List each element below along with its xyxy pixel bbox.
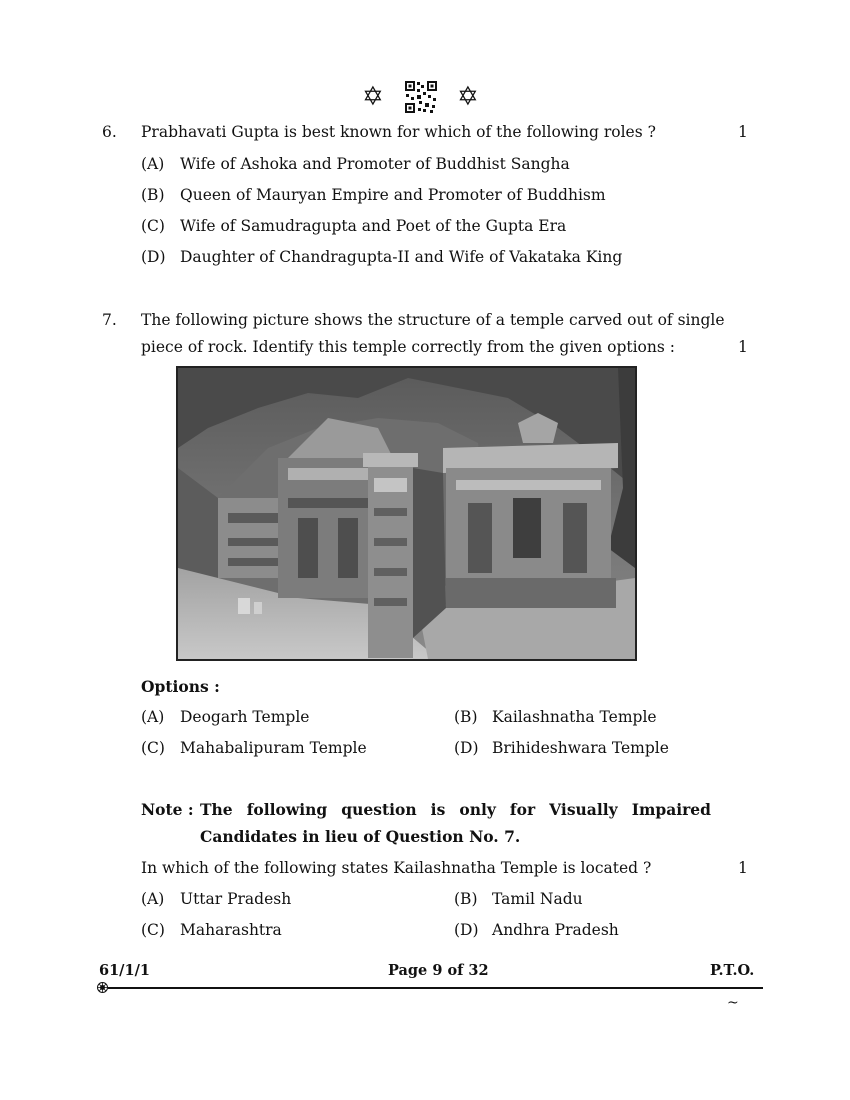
question-text: Prabhavati Gupta is best known for which of the following roles ? [141,123,656,141]
ornament-icon [97,982,108,993]
option-text: Tamil Nadu [492,890,583,908]
question-number: 6. [102,123,117,141]
footer-rule [108,987,763,989]
options-heading: Options : [141,677,220,696]
question-marks: 1 [738,338,748,356]
temple-image [178,368,635,659]
temple-photograph [176,366,637,661]
question-number: 7. [102,311,117,329]
note-text-line-2: Candidates in lieu of Question No. 7. [200,827,521,846]
note-label: Note : [141,800,194,819]
option-label: (C) [141,739,165,757]
paper-code: 61/1/1 [99,962,150,979]
tilde-mark: ~ [727,995,739,1011]
option-text: Maharashtra [180,921,282,939]
question-text-line-1: The following picture shows the structure of a temple carved out of single [141,311,725,329]
option-label: (B) [141,186,165,204]
option-label: (B) [454,890,478,908]
option-text: Kailashnatha Temple [492,708,657,726]
option-text: Queen of Mauryan Empire and Promoter of Buddhism [180,186,606,204]
option-label: (B) [454,708,478,726]
option-text: Deogarh Temple [180,708,310,726]
question-marks: 1 [738,123,748,141]
question-marks: 1 [738,859,748,877]
option-text: Daughter of Chandragupta-II and Wife of Vakataka King [180,248,623,266]
note-text-line-1: The following question is only for Visually Impaired [200,800,711,819]
option-text: Wife of Samudragupta and Poet of the Gupta Era [180,217,567,235]
option-text: Mahabalipuram Temple [180,739,367,757]
option-text: Brihideshwara Temple [492,739,669,757]
option-label: (C) [141,217,165,235]
question-text: In which of the following states Kailashnatha Temple is located ? [141,859,652,877]
star-of-david-right-icon: ✡ [457,82,479,112]
option-label: (A) [141,890,165,908]
option-label: (A) [141,155,165,173]
option-label: (D) [141,248,166,266]
option-label: (A) [141,708,165,726]
page-number: Page 9 of 32 [388,962,489,979]
option-label: (D) [454,921,479,939]
option-text: Uttar Pradesh [180,890,292,908]
star-of-david-left-icon: ✡ [362,82,384,112]
question-text-line-2: piece of rock. Identify this temple correctly from the given options : [141,338,675,356]
option-text: Wife of Ashoka and Promoter of Buddhist Sangha [180,155,570,173]
pto-label: P.T.O. [710,962,755,979]
option-label: (D) [454,739,479,757]
qr-code-icon [404,80,438,114]
option-text: Andhra Pradesh [492,921,619,939]
option-label: (C) [141,921,165,939]
